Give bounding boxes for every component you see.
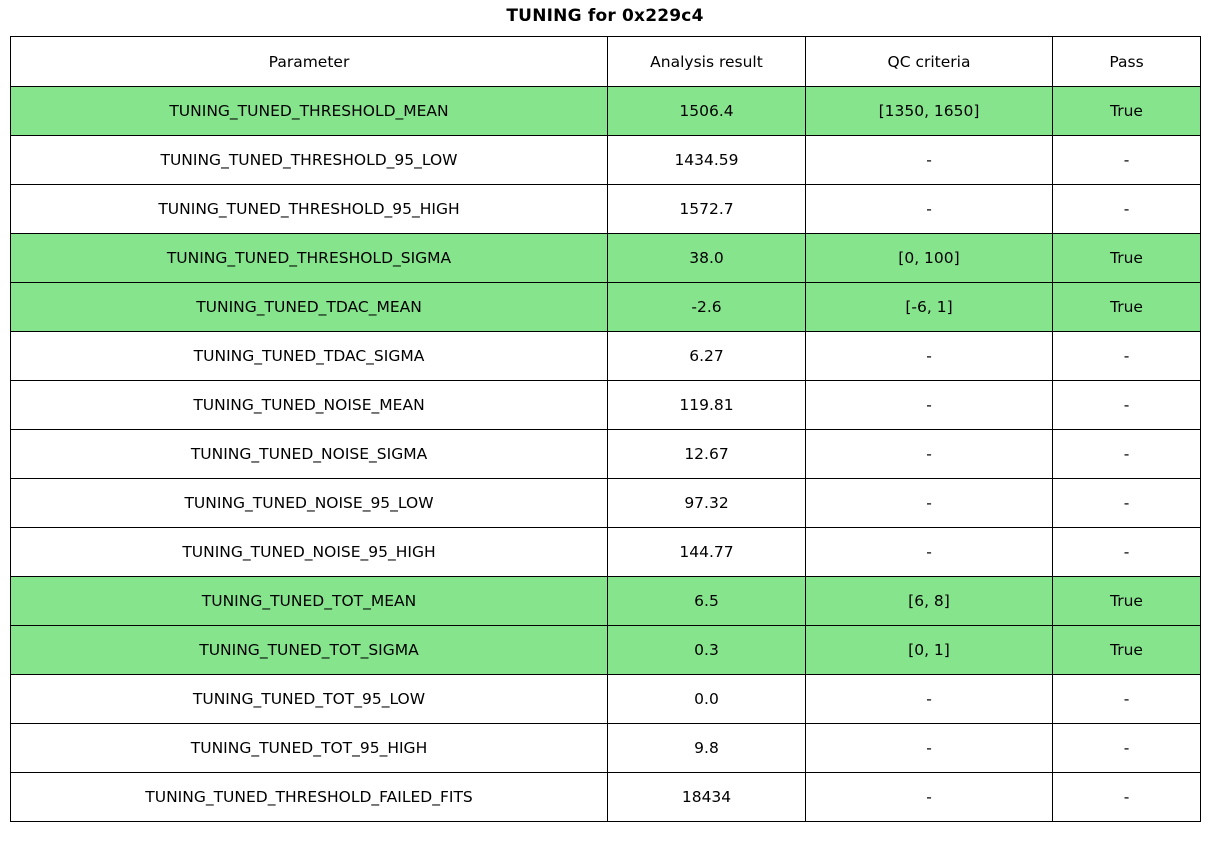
column-header-parameter: Parameter [11,37,608,87]
table-row [11,332,1201,381]
cell-pass: True [1053,234,1201,283]
cell-parameter: TUNING_TUNED_THRESHOLD_95_HIGH [11,185,608,234]
table-header [11,37,1201,87]
cell-pass: True [1053,87,1201,136]
cell-qc-criteria: - [806,773,1053,822]
table-row [11,675,1201,724]
table-row [11,724,1201,773]
cell-analysis-result: 0.3 [608,626,806,675]
column-header-analysis-result: Analysis result [608,37,806,87]
cell-pass: True [1053,577,1201,626]
cell-pass: - [1053,136,1201,185]
table-row [11,87,1201,136]
cell-parameter: TUNING_TUNED_TDAC_SIGMA [11,332,608,381]
cell-pass: - [1053,675,1201,724]
cell-qc-criteria: - [806,724,1053,773]
cell-qc-criteria: - [806,675,1053,724]
cell-analysis-result: 6.27 [608,332,806,381]
cell-pass: - [1053,185,1201,234]
cell-pass: - [1053,430,1201,479]
cell-parameter: TUNING_TUNED_THRESHOLD_95_LOW [11,136,608,185]
page-title: TUNING for 0x229c4 [506,6,704,26]
cell-parameter: TUNING_TUNED_TOT_95_HIGH [11,724,608,773]
cell-qc-criteria: - [806,332,1053,381]
cell-parameter: TUNING_TUNED_TOT_SIGMA [11,626,608,675]
cell-parameter: TUNING_TUNED_TDAC_MEAN [11,283,608,332]
table-container [0,36,1210,822]
cell-analysis-result: -2.6 [608,283,806,332]
cell-analysis-result: 18434 [608,773,806,822]
cell-parameter: TUNING_TUNED_THRESHOLD_MEAN [11,87,608,136]
cell-parameter: TUNING_TUNED_NOISE_95_HIGH [11,528,608,577]
cell-analysis-result: 119.81 [608,381,806,430]
cell-parameter: TUNING_TUNED_TOT_95_LOW [11,675,608,724]
table-row [11,283,1201,332]
cell-pass: True [1053,283,1201,332]
cell-qc-criteria: - [806,479,1053,528]
cell-qc-criteria: [0, 1] [806,626,1053,675]
cell-parameter: TUNING_TUNED_THRESHOLD_FAILED_FITS [11,773,608,822]
cell-pass: - [1053,332,1201,381]
cell-pass: - [1053,381,1201,430]
cell-parameter: TUNING_TUNED_THRESHOLD_SIGMA [11,234,608,283]
column-header-qc-criteria: QC criteria [806,37,1053,87]
cell-qc-criteria: - [806,430,1053,479]
cell-analysis-result: 97.32 [608,479,806,528]
cell-qc-criteria: [6, 8] [806,577,1053,626]
cell-qc-criteria: - [806,185,1053,234]
cell-analysis-result: 9.8 [608,724,806,773]
table-body [11,87,1201,822]
cell-qc-criteria: [-6, 1] [806,283,1053,332]
cell-qc-criteria: [1350, 1650] [806,87,1053,136]
table-row [11,430,1201,479]
table-row [11,577,1201,626]
cell-parameter: TUNING_TUNED_NOISE_95_LOW [11,479,608,528]
table-row [11,136,1201,185]
cell-analysis-result: 6.5 [608,577,806,626]
cell-pass: - [1053,724,1201,773]
cell-pass: True [1053,626,1201,675]
table-row [11,185,1201,234]
cell-qc-criteria: - [806,381,1053,430]
cell-parameter: TUNING_TUNED_NOISE_SIGMA [11,430,608,479]
table-row [11,381,1201,430]
cell-analysis-result: 1434.59 [608,136,806,185]
cell-analysis-result: 1506.4 [608,87,806,136]
cell-analysis-result: 1572.7 [608,185,806,234]
cell-analysis-result: 144.77 [608,528,806,577]
cell-analysis-result: 38.0 [608,234,806,283]
cell-parameter: TUNING_TUNED_TOT_MEAN [11,577,608,626]
cell-qc-criteria: [0, 100] [806,234,1053,283]
cell-analysis-result: 0.0 [608,675,806,724]
table-row [11,479,1201,528]
table-row [11,234,1201,283]
cell-pass: - [1053,773,1201,822]
cell-analysis-result: 12.67 [608,430,806,479]
table-header-row [11,37,1201,87]
column-header-pass: Pass [1053,37,1201,87]
cell-qc-criteria: - [806,528,1053,577]
cell-parameter: TUNING_TUNED_NOISE_MEAN [11,381,608,430]
table-row [11,528,1201,577]
table-row [11,773,1201,822]
cell-qc-criteria: - [806,136,1053,185]
cell-pass: - [1053,479,1201,528]
cell-pass: - [1053,528,1201,577]
qc-results-table [10,36,1201,822]
table-row [11,626,1201,675]
